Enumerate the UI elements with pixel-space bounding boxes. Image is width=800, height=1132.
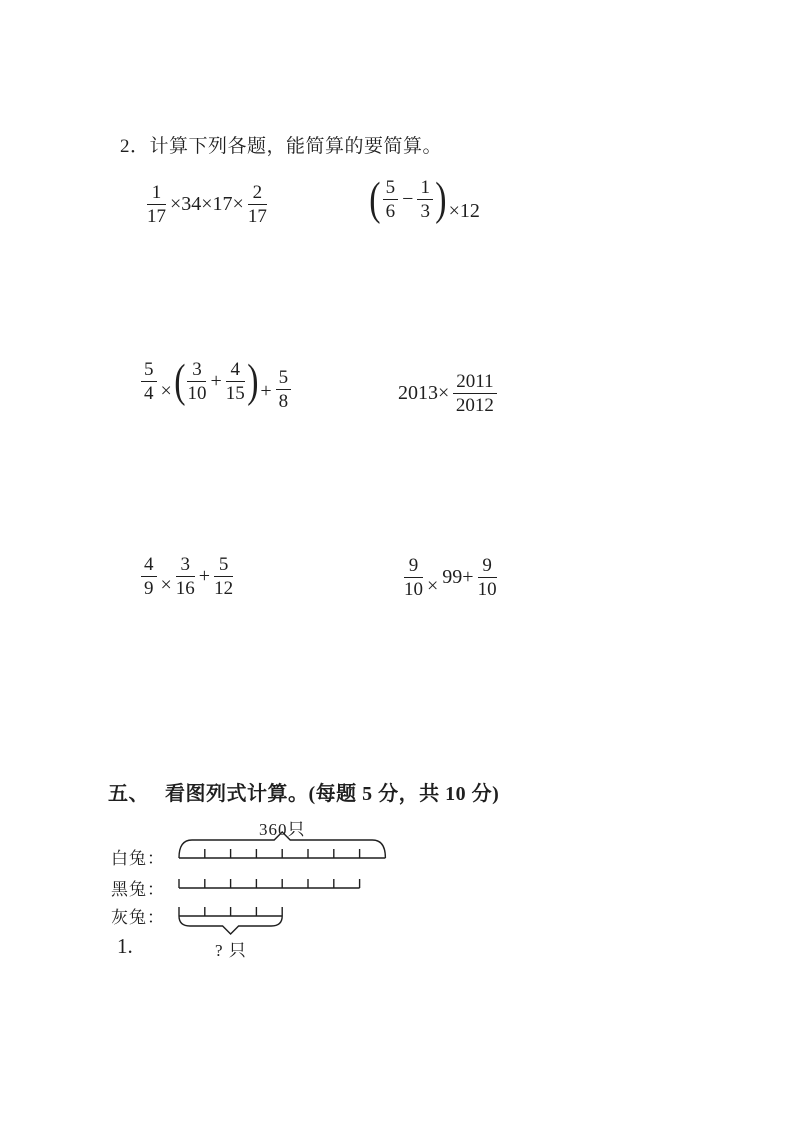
math-text: 99+: [442, 566, 474, 589]
section5-title: 看图列式计算。: [165, 783, 309, 805]
fraction: $\frac{9}{10}$: [404, 555, 423, 601]
math-text: ×: [160, 380, 172, 402]
fraction: $\frac{2011}{2012}$: [453, 371, 496, 417]
section5-score: (每题 5 分，共 10 分): [308, 783, 500, 805]
section2-heading: 2．计算下列各题，能简算的要简算。: [120, 136, 443, 157]
fraction: $\frac{5}{8}$: [276, 367, 292, 413]
math-expression: [145, 182, 269, 228]
fraction: $\frac{2}{17}$: [247, 182, 267, 228]
fraction: $\frac{1}{17}$: [147, 182, 166, 228]
fraction: $\frac{4}{15}$: [225, 358, 245, 404]
parenthesis: ): [246, 355, 259, 407]
parenthesis: (: [173, 355, 186, 407]
math-text: 2013×: [398, 382, 450, 405]
fraction: $\frac{3}{16}$: [175, 554, 195, 600]
total-count-label: 360只: [259, 820, 306, 839]
fraction: $\frac{5}{4}$: [141, 359, 157, 405]
math-text: −: [402, 188, 414, 210]
white-rabbit-label: 白兔：: [111, 849, 165, 868]
section5-number: 五、: [108, 783, 149, 805]
parenthesis: ): [435, 173, 447, 225]
question-count-label: ? 只: [215, 941, 247, 960]
section5-heading: [108, 777, 499, 806]
fraction: 5 6: [383, 177, 399, 223]
fraction: $\frac{9}{10}$: [477, 555, 497, 601]
math-text: ×12: [448, 200, 480, 222]
fraction: $\frac{5}{12}$: [214, 554, 234, 600]
grey-rabbit-label: 灰兔：: [111, 908, 165, 927]
math-expression: [139, 355, 293, 412]
fraction: $\frac{1}{3}$: [417, 177, 433, 223]
bar-model-diagram: [108, 812, 448, 972]
math-expression: [396, 371, 499, 417]
math-expression: [369, 173, 482, 225]
math-expression: [402, 555, 499, 601]
math-text: +: [210, 370, 222, 392]
math-text: ×: [427, 575, 439, 598]
math-text: ×: [160, 574, 172, 597]
math-text: +: [198, 565, 211, 588]
fraction: $\frac{4}{9}$: [141, 554, 157, 600]
parenthesis: (: [369, 173, 381, 225]
item-number: 1.: [117, 934, 133, 958]
math-text: ×34×17×: [170, 193, 244, 216]
black-rabbit-label: 黑兔：: [111, 880, 165, 899]
math-expression: [139, 554, 235, 600]
fraction: 3 10: [187, 358, 207, 404]
math-text: +: [260, 380, 272, 402]
question-under-brace: [179, 916, 282, 934]
